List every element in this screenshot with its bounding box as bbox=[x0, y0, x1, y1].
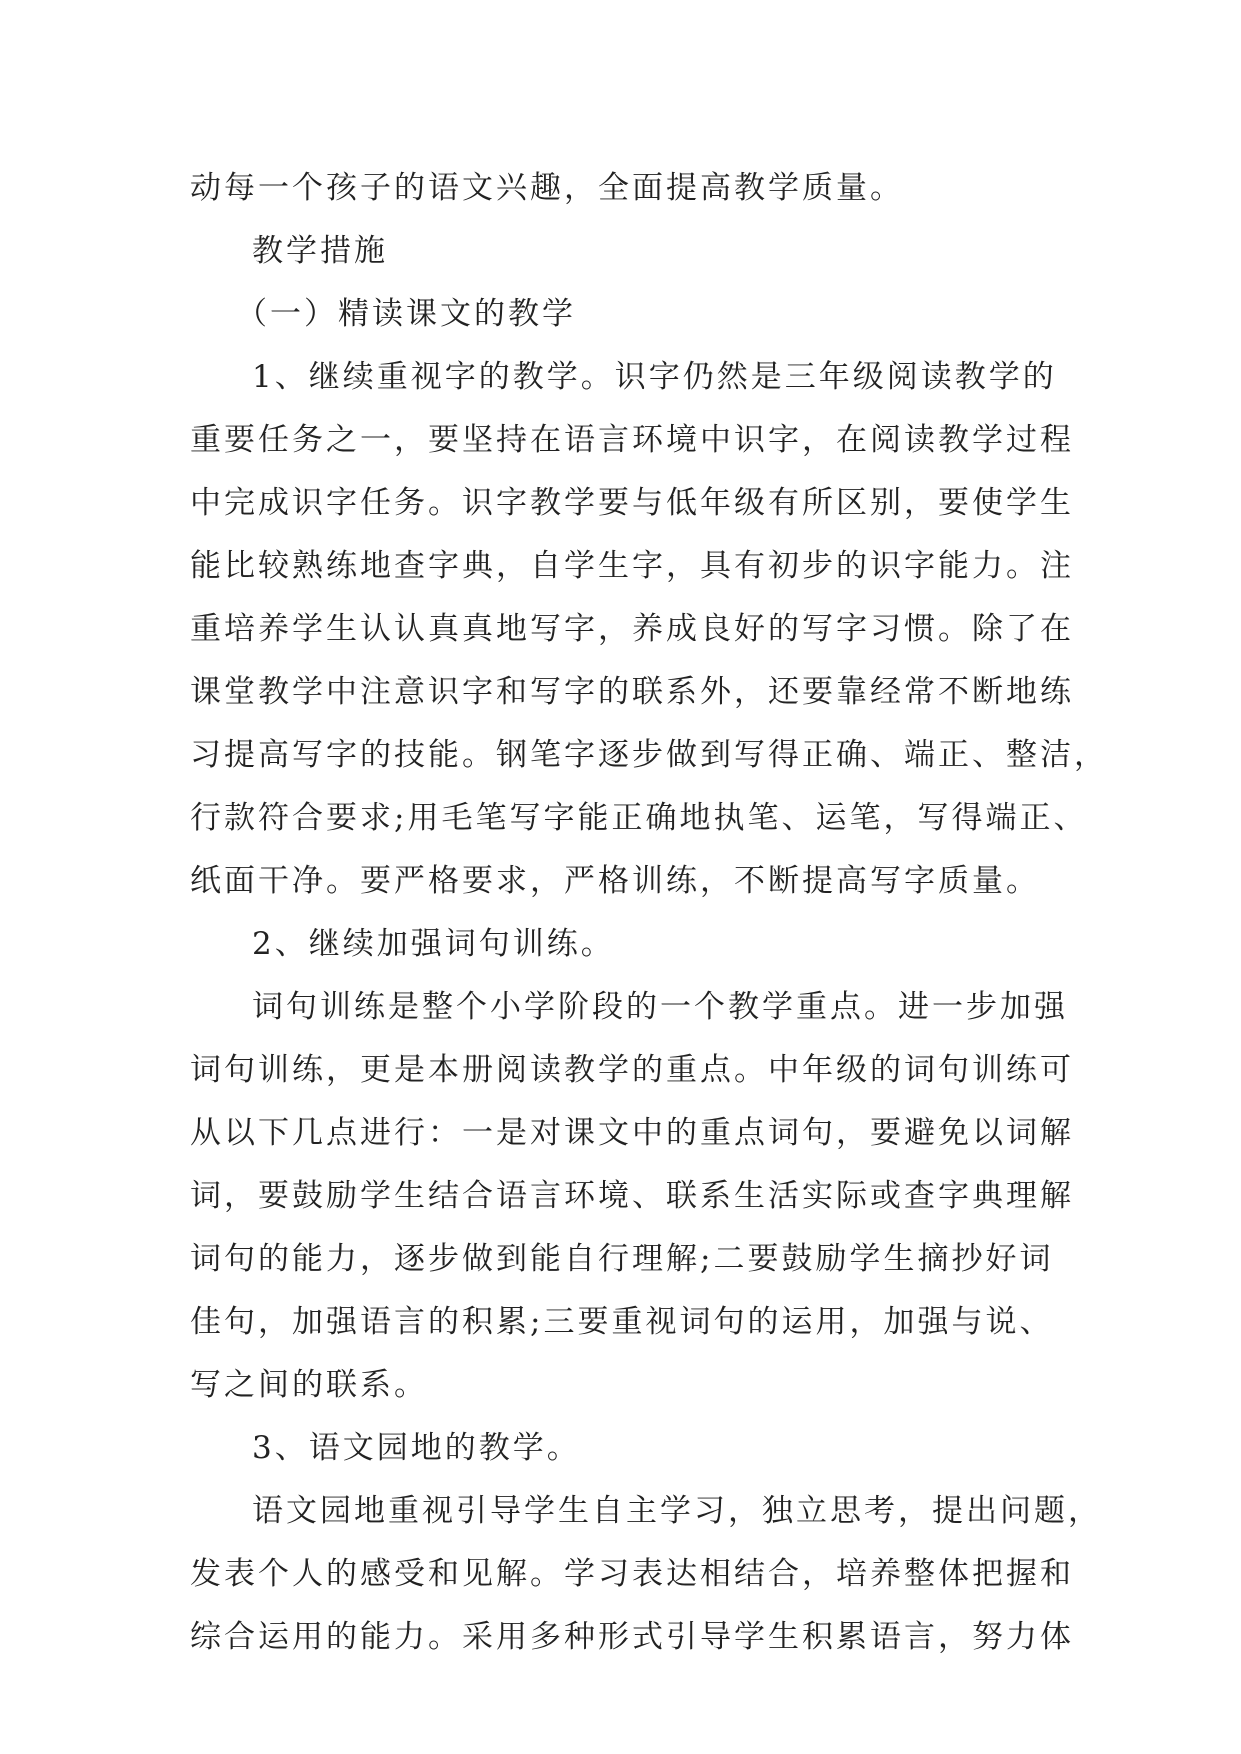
paragraph-line: 3、语文园地的教学。 bbox=[252, 1430, 581, 1466]
paragraph-line: 语文园地重视引导学生自主学习，独立思考，提出问题， bbox=[252, 1493, 1102, 1529]
paragraph-line: 词句训练是整个小学阶段的一个教学重点。进一步加强 bbox=[252, 989, 1068, 1025]
paragraph-line: 纸面干净。要严格要求，严格训练，不断提高写字质量。 bbox=[190, 863, 1040, 899]
paragraph-line: 词句训练，更是本册阅读教学的重点。中年级的词句训练可 bbox=[190, 1052, 1074, 1088]
paragraph-line: 能比较熟练地查字典，自学生字，具有初步的识字能力。注 bbox=[190, 548, 1074, 584]
paragraph-line: 动每一个孩子的语文兴趣，全面提高教学质量。 bbox=[190, 170, 904, 206]
paragraph-line: 课堂教学中注意识字和写字的联系外，还要靠经常不断地练 bbox=[190, 674, 1074, 710]
paragraph-line: 佳句，加强语言的积累;三要重视词句的运用，加强与说、 bbox=[190, 1304, 1054, 1340]
subsection-heading: （一）精读课文的教学 bbox=[236, 296, 576, 332]
paragraph-line: 发表个人的感受和见解。学习表达相结合，培养整体把握和 bbox=[190, 1556, 1074, 1592]
paragraph-line: 词句的能力，逐步做到能自行理解;二要鼓励学生摘抄好词 bbox=[190, 1241, 1054, 1277]
document-body bbox=[190, 157, 1108, 1669]
paragraph-line: 重要任务之一，要坚持在语言环境中识字，在阅读教学过程 bbox=[190, 422, 1074, 458]
paragraph-line: 1、继续重视字的教学。识字仍然是三年级阅读教学的 bbox=[252, 359, 1057, 395]
paragraph-line: 中完成识字任务。识字教学要与低年级有所区别，要使学生 bbox=[190, 485, 1074, 521]
paragraph-line: 习提高写字的技能。钢笔字逐步做到写得正确、端正、整洁， bbox=[190, 737, 1108, 773]
paragraph-line: 写之间的联系。 bbox=[190, 1367, 428, 1403]
section-heading: 教学措施 bbox=[252, 233, 388, 269]
paragraph-line: 重培养学生认认真真地写字，养成良好的写字习惯。除了在 bbox=[190, 611, 1074, 647]
paragraph-line: 行款符合要求;用毛笔写字能正确地执笔、运笔，写得端正、 bbox=[190, 800, 1088, 836]
paragraph-line: 综合运用的能力。采用多种形式引导学生积累语言，努力体 bbox=[190, 1619, 1074, 1655]
paragraph-line: 2、继续加强词句训练。 bbox=[252, 926, 615, 962]
paragraph-line: 从以下几点进行：一是对课文中的重点词句，要避免以词解 bbox=[190, 1115, 1074, 1151]
paragraph-line: 词，要鼓励学生结合语言环境、联系生活实际或查字典理解 bbox=[190, 1178, 1074, 1214]
